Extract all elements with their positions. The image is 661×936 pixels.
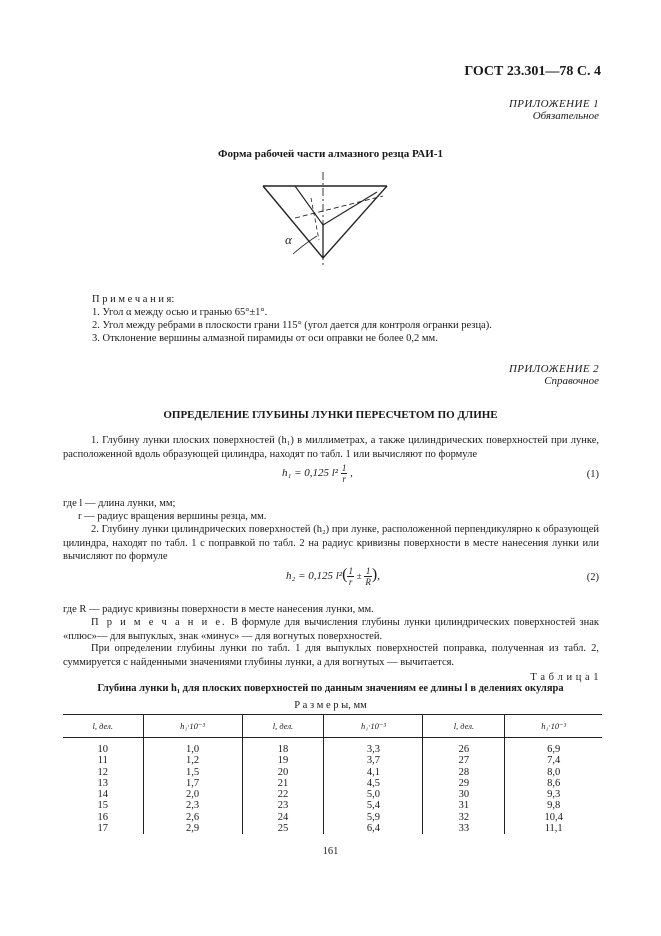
table-cell: 12: [97, 766, 109, 778]
table-row: [63, 738, 602, 756]
paragraph-1: 1. Глубину лунки плоских поверхностей (h₁) в миллиметрах, а также цилиндрических поверхностей при лунке, расположенной вдоль образующей цилиндра, находят по табл. 1 или вычисляют по формуле: [63, 435, 599, 460]
table-cell: 9,3: [505, 789, 602, 800]
formula-2-sign: ±: [356, 571, 362, 582]
formula-2-tail: ,: [377, 570, 380, 583]
paragraph-3: При определении глубины лунки по табл. 1 для выпуклых поверхностей поправка, полученная из табл. 2, суммируется с найденными значениями глубины лунки, а для вогнутых — вычитается.: [63, 643, 599, 668]
appendix-2-status: Справочное: [544, 375, 599, 387]
table-cell: 3,7: [324, 755, 423, 766]
table-row: [63, 755, 602, 766]
table-cell: 28: [423, 767, 505, 778]
table-cell: 5,4: [324, 800, 423, 811]
table-1-units: Р а з м е р ы, мм: [294, 700, 367, 711]
table-cell: 2,6: [143, 812, 242, 823]
table-cell: 7,4: [505, 755, 602, 766]
col-header-l-3: l, дел.: [423, 715, 505, 738]
page-header: ГОСТ 23.301—78 С. 4: [464, 64, 601, 79]
col-header-h-1: h₁·10⁻³: [143, 715, 242, 738]
table-cell: 5,0: [324, 789, 423, 800]
table-row: [63, 778, 602, 789]
table-cell: 4,5: [324, 778, 423, 789]
formula-2: h₂ = 0,125 l²( $\frac{1}{r}$ ± $\frac{1}{R}$ ),: [286, 566, 380, 587]
angle-arc: [293, 236, 317, 254]
col-header-h-3: h₁·10⁻³: [505, 715, 602, 738]
table-cell: 2,0: [143, 789, 242, 800]
table-cell: 33: [423, 823, 505, 834]
inner-rib-right: [323, 192, 377, 225]
formula-1-number: (1): [586, 469, 599, 480]
right-edge-line: [323, 186, 387, 258]
note-text: В формуле для вычисления глубины лунки цилиндрических поверхностей знак «плюс»— для выпуклых, знак «минус» — для вогнутых поверхностей.: [63, 617, 599, 642]
table-cell: 25: [242, 823, 324, 834]
formula-1-denominator: r: [342, 474, 346, 484]
section-title: ОПРЕДЕЛЕНИЕ ГЛУБИНЫ ЛУНКИ ПЕРЕСЧЕТОМ ПО ДЛИНЕ: [163, 409, 498, 421]
where-l: где l — длина лунки, мм;: [63, 498, 176, 509]
formula-2-number: (2): [586, 572, 599, 583]
table-row: [63, 800, 602, 811]
appendix-2: [509, 363, 599, 387]
notes-heading: П р и м е ч а н и я:: [92, 294, 175, 305]
note-paragraph: [63, 616, 599, 643]
where-R: где R — радиус кривизны поверхности в месте нанесения лунки, мм.: [63, 604, 374, 615]
appendix-1: [509, 98, 599, 122]
hidden-edge-line-2: [311, 198, 319, 240]
cutter-diagram: [255, 170, 395, 270]
page-number: 161: [322, 846, 339, 857]
formula-1-lhs: h₁ = 0,125 l²: [282, 467, 339, 480]
table-cell: 22: [242, 789, 324, 800]
formula-2-fraction-r: $\frac{1}{r}$: [348, 566, 353, 587]
table-cell: 24: [242, 812, 324, 823]
table-cell: 31: [423, 800, 505, 811]
note-3: 3. Отклонение вершины алмазной пирамиды от оси оправки не более 0,2 мм.: [92, 333, 438, 344]
note-label: П р и м е ч а н и е.: [91, 617, 227, 628]
table-cell: 11,1: [505, 823, 602, 834]
angle-label: α: [285, 232, 292, 247]
table-cell: 1,7: [143, 778, 242, 789]
table-cell: 10,4: [505, 812, 602, 823]
table-cell: 4,1: [324, 767, 423, 778]
table-cell: 15: [97, 800, 109, 812]
figure-title: Форма рабочей части алмазного резца РАИ-1: [218, 148, 443, 160]
table-cell: 2,9: [143, 823, 242, 834]
note-1: 1. Угол α между осью и гранью 65°±1°.: [92, 307, 268, 318]
table-cell: 18: [242, 738, 324, 756]
formula-1: [282, 463, 353, 484]
table-header-row: [63, 715, 602, 738]
table-row: [63, 812, 602, 823]
table-row: [63, 823, 602, 834]
table-cell: 11: [97, 755, 108, 767]
note-2: 2. Угол между ребрами в плоскости грани 115° (угол дается для контроля огранки резца).: [92, 320, 492, 331]
table-row: [63, 767, 602, 778]
col-header-l-2: l, дел.: [242, 715, 324, 738]
where-r: r — радиус вращения вершины резца, мм.: [78, 511, 267, 522]
table-cell: 32: [423, 812, 505, 823]
table-cell: 17: [97, 823, 109, 835]
table-cell: 27: [423, 755, 505, 766]
formula-2-lhs: h₂ = 0,125 l²: [286, 570, 343, 583]
table-cell: 21: [242, 778, 324, 789]
table-cell: 14: [97, 789, 109, 801]
appendix-2-label: ПРИЛОЖЕНИЕ 2: [508, 363, 599, 375]
table-cell: 8,6: [505, 778, 602, 789]
formula-2-fraction-R: $\frac{1}{R}$: [365, 566, 371, 587]
table-cell: 8,0: [505, 767, 602, 778]
formula-1-numerator: 1: [341, 463, 347, 473]
table-cell: 30: [423, 789, 505, 800]
appendix-1-status: Обязательное: [532, 110, 599, 122]
table-cell: 10: [97, 744, 109, 755]
table-cell: 13: [97, 777, 109, 789]
table-1-label: Т а б л и ц а 1: [530, 672, 599, 683]
table-1: [63, 714, 602, 834]
inner-rib-left: [295, 186, 323, 225]
table-cell: 3,3: [324, 738, 423, 756]
table-cell: 23: [242, 800, 324, 811]
formula-1-fraction: [341, 463, 348, 484]
col-header-h-2: h₁·10⁻³: [324, 715, 423, 738]
table-1-caption: Глубина лунки h₁ для плоских поверхностей по данным значениям ее длины l в делениях окуляра: [97, 683, 564, 694]
table-cell: 9,8: [505, 800, 602, 811]
paragraph-2: 2. Глубину лунки цилиндрических поверхностей (h₂) при лунке, расположенной перпендикулярно к образующей цилиндра, находят по табл. 1 с поправкой по табл. 2 на радиус кривизны поверхности в месте нанесения лунки или вычисляют по формуле: [63, 524, 599, 563]
left-edge-line: [263, 186, 323, 258]
table-cell: 6,9: [505, 738, 602, 756]
table-cell: 16: [97, 811, 109, 823]
table-cell: 1,0: [143, 738, 242, 756]
table-cell: 20: [242, 767, 324, 778]
col-header-l-1: l, дел.: [63, 715, 143, 738]
table-cell: 29: [423, 778, 505, 789]
table-cell: 1,5: [143, 767, 242, 778]
table-cell: 6,4: [324, 823, 423, 834]
table-cell: 5,9: [324, 812, 423, 823]
table-cell: 19: [242, 755, 324, 766]
formula-1-tail: ,: [350, 467, 353, 480]
appendix-1-label: ПРИЛОЖЕНИЕ 1: [508, 98, 599, 110]
table-cell: 26: [423, 738, 505, 756]
table-cell: 2,3: [143, 800, 242, 811]
table-row: [63, 789, 602, 800]
table-cell: 1,2: [143, 755, 242, 766]
